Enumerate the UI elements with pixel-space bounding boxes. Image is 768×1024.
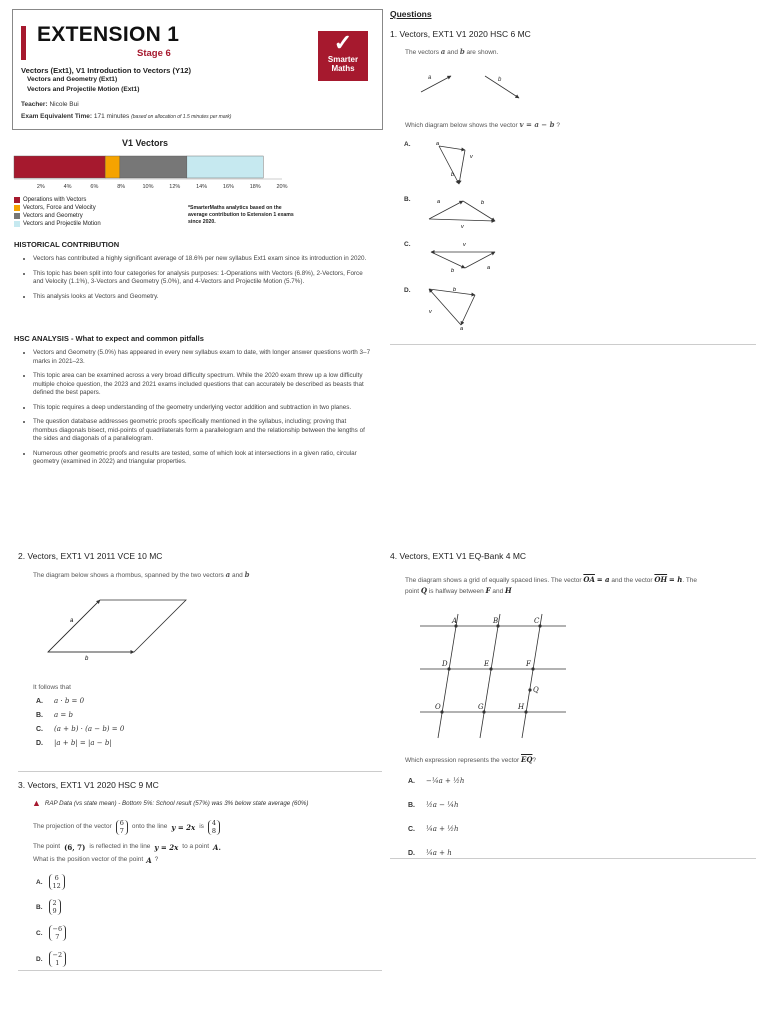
q1-given-vectors bbox=[415, 70, 525, 102]
svg-text:v: v bbox=[429, 309, 432, 315]
q1-intro-b: are shown. bbox=[466, 49, 499, 56]
q3-line-eq: y = 2x bbox=[171, 822, 196, 832]
q1-title: 1. Vectors, EXT1 V1 2020 HSC 6 MC bbox=[390, 29, 531, 39]
q1-formula: v = a − b bbox=[519, 120, 555, 129]
svg-text:b: b bbox=[481, 200, 485, 206]
q3-option-d[interactable] bbox=[36, 946, 66, 972]
option-label: B. bbox=[36, 903, 43, 911]
q3-rap-text: RAP Data (vs state mean) - Bottom 5%: School result (57%) was 3% below state average (60%) bbox=[44, 799, 309, 807]
q4-eq bbox=[521, 755, 532, 764]
grid-label: B bbox=[493, 617, 499, 625]
q2-and: and bbox=[231, 572, 243, 579]
x-tick-label: 6% bbox=[90, 184, 99, 190]
logo-text-1: Smarter bbox=[327, 55, 359, 64]
svg-text:b: b bbox=[453, 287, 457, 293]
q1-option-c-diagram bbox=[425, 238, 505, 274]
grid-label: O bbox=[435, 703, 441, 711]
svg-text:v: v bbox=[461, 224, 464, 229]
legend-label: Vectors, Force and Velocity bbox=[23, 205, 96, 211]
q3-line1-b: onto the line bbox=[131, 823, 168, 831]
historical-bullet-2: • This topic has been split into four categories for analysis purposes: 1-Operations with Vectors (6.8%), 2-Vectors, Force and Velocity (1.1%), 3-Vectors and Geometry (5.0%), and 4-Vectors and Projectile Motion (5.7%). bbox=[33, 270, 371, 287]
q4-options bbox=[408, 772, 464, 868]
teacher-name: Nicole Bui bbox=[49, 101, 79, 108]
q4-line1 bbox=[405, 575, 760, 597]
q1-option-d-label: D. bbox=[404, 287, 411, 294]
q2-option-b[interactable] bbox=[36, 711, 124, 719]
grid-label: C bbox=[534, 617, 540, 625]
legend-label: Vectors and Geometry bbox=[23, 213, 83, 219]
q1-option-d-diagram bbox=[425, 283, 485, 333]
q3-line3-b: ? bbox=[154, 856, 159, 863]
svg-text:a: a bbox=[437, 199, 441, 205]
q3-line2-b: is reflected in the line bbox=[89, 843, 151, 850]
legend-item-geometry bbox=[14, 212, 101, 220]
q3-vec2-top: 4 bbox=[211, 819, 217, 827]
x-tick-label: 2% bbox=[36, 184, 45, 190]
q1-ask bbox=[405, 120, 560, 131]
option-label: C. bbox=[36, 725, 43, 733]
q4-ask bbox=[405, 755, 536, 766]
q3-option-c[interactable] bbox=[36, 920, 66, 946]
q4-and: and the vector bbox=[611, 577, 653, 584]
q1-ask-a: Which diagram below shows the vector bbox=[405, 122, 518, 129]
q2-follows: It follows that bbox=[33, 684, 71, 691]
grid-label: A bbox=[452, 617, 458, 625]
bar-segment-2 bbox=[105, 156, 120, 178]
questions-heading: Questions bbox=[390, 9, 432, 19]
option-vector bbox=[49, 874, 65, 890]
q3-line1-c: is bbox=[199, 823, 204, 831]
q2-vec-a: a bbox=[225, 570, 231, 579]
q1-option-c-label: C. bbox=[404, 241, 411, 248]
svg-text:a: a bbox=[460, 326, 464, 332]
chart-legend bbox=[14, 196, 101, 228]
legend-swatch bbox=[14, 205, 20, 211]
historical-heading: HISTORICAL CONTRIBUTION bbox=[14, 240, 120, 249]
q2-option-a[interactable] bbox=[36, 697, 124, 705]
svg-text:v: v bbox=[470, 154, 473, 160]
teacher-line bbox=[21, 101, 79, 108]
q4-q: Q bbox=[420, 585, 428, 595]
q4-grid-diagram bbox=[418, 612, 568, 742]
topic-1: Vectors and Geometry (Ext1) bbox=[27, 76, 118, 83]
q4-option-b[interactable] bbox=[408, 796, 464, 814]
q3-line1-a: The projection of the vector bbox=[33, 823, 112, 831]
q3-line3-a: What is the position vector of the point bbox=[33, 856, 144, 863]
option-text: (a + b) · (a − b) = 0 bbox=[54, 725, 125, 733]
q3-point-name-2: A bbox=[146, 856, 152, 865]
q4-oa-text: $\overline{OA}$ bbox=[583, 575, 595, 584]
q4-title: 4. Vectors, EXT1 V1 EQ-Bank 4 MC bbox=[390, 551, 527, 561]
q3-line2 bbox=[33, 843, 221, 852]
q4-and2: and bbox=[492, 587, 504, 595]
course-title: Vectors (Ext1), V1 Introduction to Vectors (Y12) bbox=[21, 66, 192, 75]
q1-option-b-label: B. bbox=[404, 196, 411, 203]
exam-time: 171 minutes bbox=[93, 113, 130, 120]
check-icon: ✓ bbox=[333, 30, 353, 55]
q3-dot: . bbox=[218, 843, 221, 852]
option-label: D. bbox=[36, 955, 43, 963]
grid-label: G bbox=[478, 703, 484, 711]
grid-label: H bbox=[518, 703, 525, 711]
q4-line2-b: is halfway between bbox=[428, 587, 484, 595]
vec-bot: 1 bbox=[55, 959, 60, 967]
vec-bot: 9 bbox=[52, 907, 57, 915]
q2-intro-text: The diagram below shows a rhombus, spanned by the two vectors bbox=[33, 572, 224, 579]
x-tick-label: 20% bbox=[276, 184, 288, 190]
teacher-label: Teacher: bbox=[21, 101, 48, 108]
svg-text:a: a bbox=[487, 265, 491, 271]
q1-ask-b: ? bbox=[556, 122, 560, 129]
q2-rhombus-diagram bbox=[40, 592, 190, 662]
legend-item-ops bbox=[14, 196, 101, 204]
option-text: a · b = 0 bbox=[54, 697, 85, 705]
q4-option-a[interactable] bbox=[408, 772, 464, 790]
option-text: |a + b| = |a − b| bbox=[54, 739, 112, 747]
legend-swatch bbox=[14, 213, 20, 219]
exam-line bbox=[21, 113, 231, 120]
q3-point-name-text: A bbox=[213, 843, 219, 852]
header-stage: Stage 6 bbox=[137, 48, 171, 59]
logo-text-2: Maths bbox=[331, 64, 355, 73]
vec-top: −6 bbox=[52, 925, 63, 933]
bar-segment-1 bbox=[14, 156, 105, 178]
x-tick-label: 18% bbox=[249, 184, 261, 190]
chart-title: V1 Vectors bbox=[122, 138, 169, 148]
q3-title: 3. Vectors, EXT1 V1 2020 HSC 9 MC bbox=[18, 780, 159, 790]
grid-label: F bbox=[526, 660, 531, 668]
q3-vec1-top: 6 bbox=[119, 819, 124, 827]
exam-note: (based on allocation of 1.5 minutes per mark) bbox=[131, 114, 232, 120]
svg-text:b: b bbox=[498, 77, 502, 83]
option-label: A. bbox=[408, 777, 415, 785]
q1-option-a-label: A. bbox=[404, 141, 411, 148]
q3-line3 bbox=[33, 856, 158, 865]
q3-vec1 bbox=[116, 820, 128, 835]
option-text: ¼a + h bbox=[426, 849, 452, 857]
grid-label: Q bbox=[533, 686, 539, 694]
svg-text:b: b bbox=[85, 656, 89, 662]
q3-options bbox=[36, 870, 66, 972]
option-text: ½a − ¼h bbox=[426, 801, 459, 809]
q3-vec2 bbox=[208, 820, 220, 835]
warning-icon: ▲ bbox=[32, 798, 41, 808]
q4-line1-a: The diagram shows a grid of equally spaced lines. The vector bbox=[405, 577, 582, 584]
svg-text:a: a bbox=[436, 141, 440, 147]
hsc-bullet-2: • This topic area can be examined across a very broad difficulty spectrum. While the 2020 exam threw up a low difficulty multiple choice question, the 2023 and 2021 exams included questions that can accurately be described as beasts that defined the best papers. bbox=[33, 372, 371, 398]
x-tick-label: 14% bbox=[196, 184, 208, 190]
header-box bbox=[12, 9, 383, 130]
q4-oh bbox=[654, 575, 667, 584]
q3-line-eq-2: y = 2x bbox=[154, 843, 179, 852]
svg-text:b: b bbox=[451, 268, 455, 274]
divider-left-2 bbox=[18, 970, 382, 971]
q3-line2-a: The point bbox=[33, 843, 61, 850]
q4-ask-b: ? bbox=[532, 757, 537, 764]
bar-segment-3 bbox=[120, 156, 187, 178]
q1-intro-and: and bbox=[447, 49, 458, 56]
svg-text:a: a bbox=[70, 618, 74, 624]
vec-top: 6 bbox=[54, 874, 59, 882]
grid-label: E bbox=[484, 660, 490, 668]
x-tick-label: 16% bbox=[222, 184, 234, 190]
vec-top: −2 bbox=[52, 951, 63, 959]
header-accent-bar bbox=[21, 26, 26, 60]
bar-segment-4 bbox=[187, 156, 263, 178]
option-text: ¼a + ½h bbox=[426, 825, 459, 833]
q4-oa bbox=[583, 575, 595, 584]
q4-option-c[interactable] bbox=[408, 820, 464, 838]
option-text: a = b bbox=[54, 711, 73, 719]
svg-text:a: a bbox=[428, 75, 432, 81]
hsc-heading: HSC ANALYSIS - What to expect and common pitfalls bbox=[14, 334, 204, 343]
hsc-list bbox=[21, 349, 371, 473]
q3-vec1-bot: 7 bbox=[119, 826, 124, 835]
hsc-bullet-1: • Vectors and Geometry (5.0%) has appeared in every new syllabus exam to date, with longer answer questions worth 3–7 marks in 2021–23. bbox=[33, 349, 371, 366]
legend-item-force bbox=[14, 204, 101, 212]
legend-swatch bbox=[14, 197, 20, 203]
divider-right-1 bbox=[390, 344, 756, 345]
smartermaths-logo bbox=[318, 31, 368, 81]
q4-f: F bbox=[485, 585, 491, 595]
option-label: C. bbox=[36, 929, 43, 937]
q4-h: H bbox=[505, 585, 512, 595]
q1-vec-b: b bbox=[459, 47, 465, 56]
q2-intro bbox=[33, 570, 250, 581]
option-text: −¼a + ½h bbox=[426, 777, 465, 785]
q3-vec2-bot: 8 bbox=[211, 826, 217, 835]
q4-option-d[interactable] bbox=[408, 844, 464, 862]
option-vector bbox=[49, 925, 67, 941]
x-tick-label: 10% bbox=[142, 184, 154, 190]
option-label: A. bbox=[36, 697, 43, 705]
vec-bot: 12 bbox=[52, 882, 61, 890]
option-vector bbox=[49, 899, 61, 915]
grid-label: D bbox=[442, 660, 448, 668]
vec-top: 2 bbox=[52, 899, 57, 907]
q4-dot: . The bbox=[682, 577, 698, 584]
q2-title: 2. Vectors, EXT1 V1 2011 VCE 10 MC bbox=[18, 551, 163, 561]
legend-label: Vectors and Projectile Motion bbox=[23, 221, 101, 227]
q2-vec-b: b bbox=[244, 570, 250, 579]
q4-line2-a: point bbox=[405, 587, 420, 595]
option-vector bbox=[49, 951, 67, 967]
svg-text:v: v bbox=[463, 242, 466, 248]
q3-point: (6, 7) bbox=[64, 843, 86, 852]
option-label: B. bbox=[408, 801, 415, 809]
q4-oh-text: $\overline{OH}$ bbox=[654, 575, 668, 584]
x-tick-label: 12% bbox=[169, 184, 181, 190]
legend-swatch bbox=[14, 221, 20, 227]
divider-left-1 bbox=[18, 771, 382, 772]
q4-eq-h: = h bbox=[668, 575, 683, 584]
option-label: D. bbox=[36, 739, 43, 747]
q3-rap bbox=[32, 798, 308, 808]
q2-option-c[interactable] bbox=[36, 725, 124, 733]
historical-bullet-3: • This analysis looks at Vectors and Geometry. bbox=[33, 293, 371, 302]
q3-line1 bbox=[33, 820, 220, 835]
option-label: D. bbox=[408, 849, 415, 857]
x-tick-label: 4% bbox=[63, 184, 72, 190]
q1-option-b-diagram bbox=[425, 193, 505, 229]
x-tick-label: 8% bbox=[117, 184, 126, 190]
header-title: EXTENSION 1 bbox=[37, 23, 180, 46]
historical-list bbox=[21, 255, 371, 307]
option-label: B. bbox=[36, 711, 43, 719]
q3-line2-c: to a point bbox=[182, 843, 210, 850]
legend-item-projectile bbox=[14, 220, 101, 228]
hsc-bullet-5: • Numerous other geometric proofs and results are tested, some of which look at intersections in a given ratio, circular geometry (examined in 2022) and triangular properties. bbox=[33, 450, 371, 467]
q2-options bbox=[36, 697, 124, 753]
option-label: A. bbox=[36, 878, 43, 886]
q1-vec-a: a bbox=[440, 47, 446, 56]
hsc-bullet-4: • The question database addresses geometric proofs specifically mentioned in the syllabus, including; proving that rhombus diagonals bisect, mid-points of quadrilaterals form a parallelogram and the relationship between the lengths of the sides and diagonals of a parallelogram. bbox=[33, 418, 371, 444]
q4-eq-a: = a bbox=[596, 575, 610, 584]
chart-note: *SmarterMaths analytics based on the average contribution to Extension 1 exams since 2020. bbox=[188, 205, 294, 225]
historical-bullet-1: • Vectors has contributed a highly significant average of 18.6% per new syllabus Ext1 exam since its introduction in 2020. bbox=[33, 255, 371, 264]
hsc-bullet-3: • This topic requires a deep understanding of the geometry underlying vector addition and subtraction in two planes. bbox=[33, 404, 371, 413]
q1-intro-a: The vectors bbox=[405, 49, 439, 56]
svg-text:b: b bbox=[451, 172, 455, 178]
q2-option-d[interactable] bbox=[36, 739, 124, 747]
legend-label: Operations with Vectors bbox=[23, 197, 87, 203]
q1-intro bbox=[405, 47, 498, 58]
q1-option-a-diagram bbox=[425, 140, 485, 190]
exam-label: Exam Equivalent Time: bbox=[21, 113, 93, 120]
vec-bot: 7 bbox=[55, 933, 60, 941]
topic-2: Vectors and Projectile Motion (Ext1) bbox=[27, 86, 140, 93]
q4-ask-a: Which expression represents the vector bbox=[405, 757, 520, 764]
q4-eq-text: $\overline{EQ}$ bbox=[520, 755, 533, 764]
q3-point-name bbox=[213, 843, 221, 852]
contribution-chart bbox=[12, 152, 292, 196]
q3-option-a[interactable] bbox=[36, 870, 66, 894]
q3-option-b[interactable] bbox=[36, 894, 66, 920]
option-label: C. bbox=[408, 825, 415, 833]
divider-right-2 bbox=[390, 858, 756, 859]
